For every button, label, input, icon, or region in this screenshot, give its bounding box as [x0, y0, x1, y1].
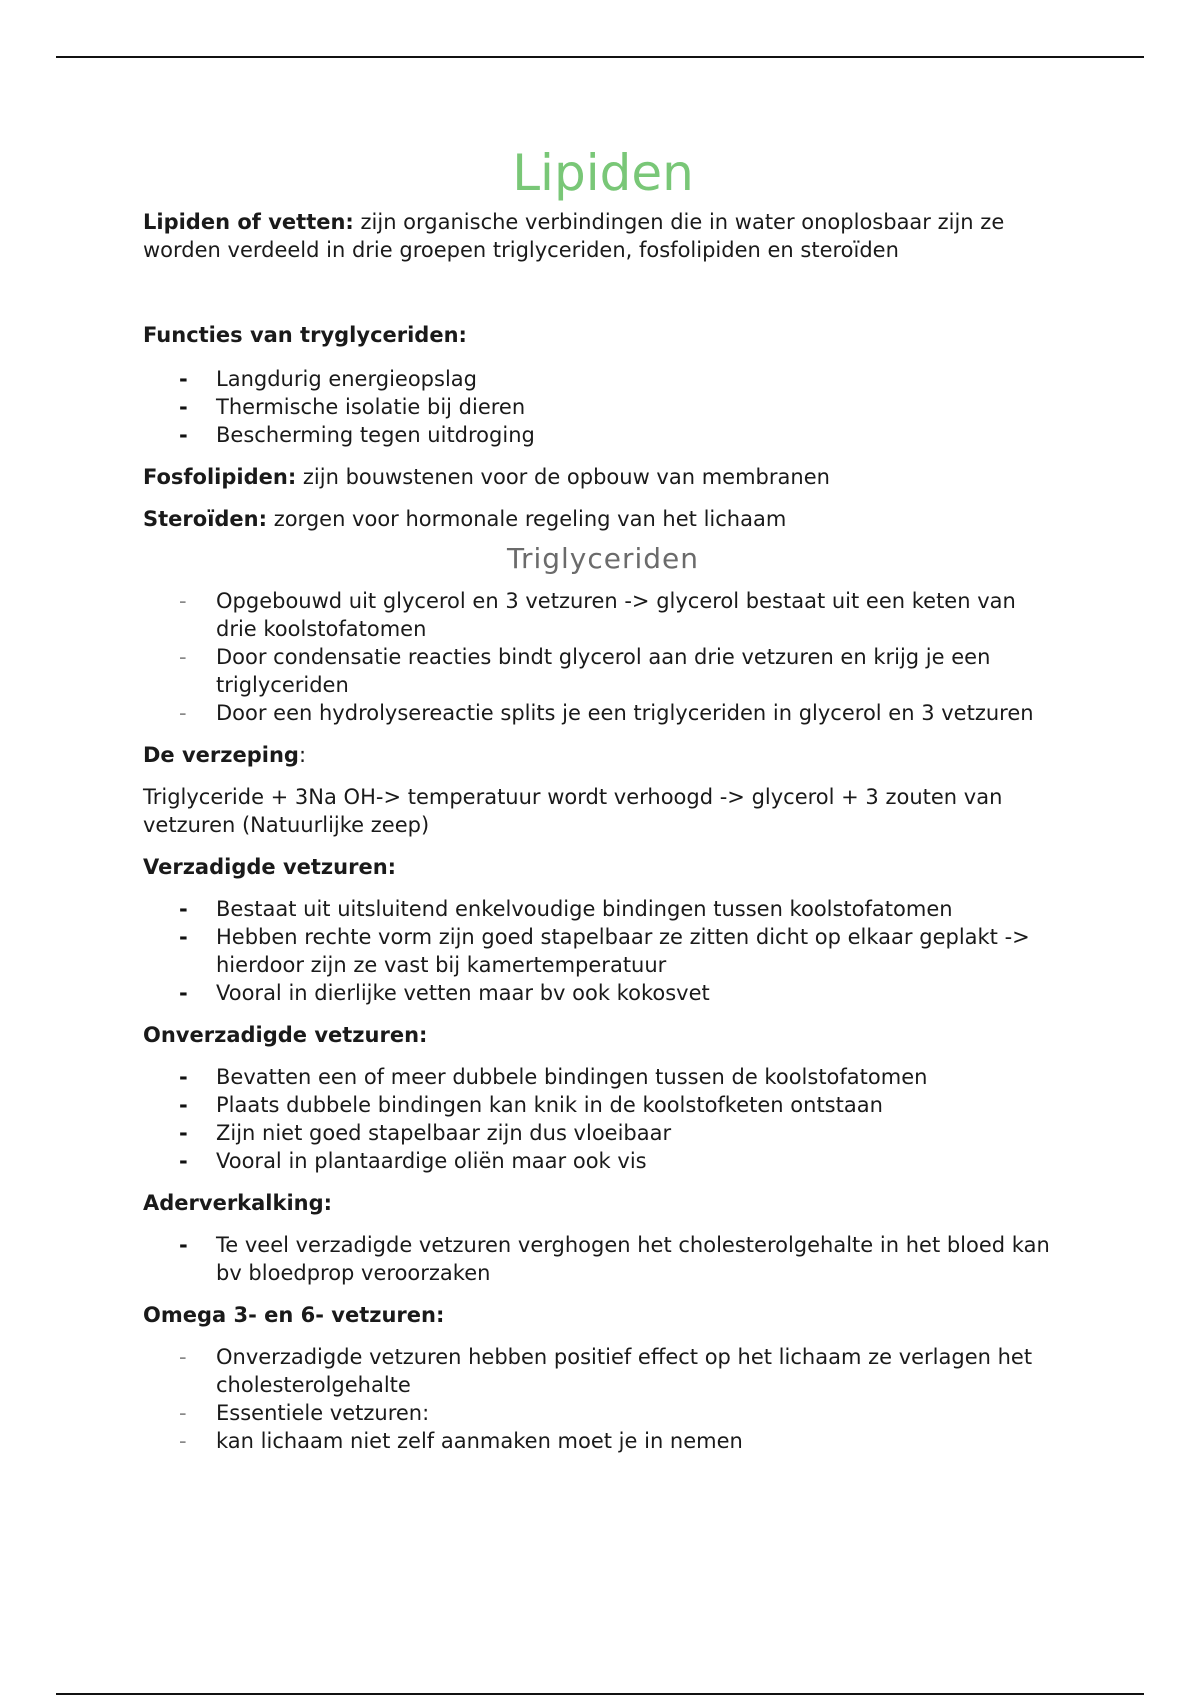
- list-item: - Vooral in dierlijke vetten maar bv ook kokosvet: [179, 981, 710, 1005]
- bullet-dash: -: [179, 1401, 187, 1425]
- section-title-triglyceriden: Triglyceriden: [506, 542, 700, 575]
- list-item: - Bevatten een of meer dubbele bindingen tussen de koolstofatomen: [179, 1065, 928, 1089]
- intro-term: Lipiden of vetten:: [143, 210, 354, 234]
- list-item: - Bestaat uit uitsluitend enkelvoudige bindingen tussen koolstofatomen: [179, 897, 953, 921]
- bullet-dash: -: [179, 423, 188, 447]
- steroiden-paragraph: Steroïden: zorgen voor hormonale regeling van het lichaam: [143, 507, 787, 531]
- omega-heading: Omega 3- en 6- vetzuren:: [143, 1303, 445, 1327]
- functies-list: [143, 365, 1063, 449]
- bullet-dash: -: [179, 1233, 188, 1257]
- list-item: - Te veel verzadigde vetzuren verghogen het cholesterolgehalte in het bloed kan bv bloedprop veroorzaken: [179, 1233, 1050, 1285]
- onverzadigde-list: [143, 1063, 1063, 1175]
- bullet-dash: -: [179, 1093, 188, 1117]
- list-item: - Door een hydrolysereactie splits je een triglyceriden in glycerol en 3 vetzuren: [179, 701, 1034, 725]
- top-rule: [56, 56, 1144, 58]
- bottom-rule: [56, 1693, 1144, 1695]
- intro-paragraph: [143, 208, 1063, 264]
- bullet-dash: -: [179, 589, 187, 613]
- page-title: Lipiden: [512, 144, 694, 202]
- aderverkalking-list: [143, 1231, 1063, 1287]
- bullet-dash: -: [179, 897, 188, 921]
- triglyceriden-list: [143, 587, 1063, 727]
- bullet-dash: -: [179, 1121, 188, 1145]
- intro-text: zijn organische verbindingen die in water onoplosbaar zijn ze worden verdeeld in drie groepen triglyceriden, fosfolipiden en steroïden: [143, 210, 1005, 262]
- bullet-dash: -: [179, 701, 187, 725]
- bullet-dash: -: [179, 367, 188, 391]
- list-item: - Onverzadigde vetzuren hebben positief effect op het lichaam ze verlagen het cholesterolgehalte: [179, 1345, 1033, 1397]
- list-item: - Bescherming tegen uitdroging: [179, 423, 535, 447]
- verzeping-text: Triglyceride + 3Na OH-> temperatuur wordt verhoogd -> glycerol + 3 zouten van vetzuren (Natuurlijke zeep): [143, 785, 1003, 837]
- onverzadigde-heading: Onverzadigde vetzuren:: [143, 1023, 428, 1047]
- list-item: - kan lichaam niet zelf aanmaken moet je in nemen: [179, 1429, 743, 1453]
- bullet-dash: -: [179, 981, 188, 1005]
- list-item: - Thermische isolatie bij dieren: [179, 395, 526, 419]
- list-item: - Hebben rechte vorm zijn goed stapelbaar ze zitten dicht op elkaar geplakt -> hierdoor zijn ze vast bij kamertemperatuur: [179, 925, 1030, 977]
- functies-heading: Functies van tryglyceriden:: [143, 323, 467, 347]
- verzadigde-heading: Verzadigde vetzuren:: [143, 855, 397, 879]
- bullet-dash: -: [179, 645, 187, 669]
- bullet-dash: -: [179, 395, 188, 419]
- fosfolipiden-paragraph: Fosfolipiden: zijn bouwstenen voor de opbouw van membranen: [143, 465, 830, 489]
- omega-list: [143, 1343, 1063, 1455]
- bullet-dash: -: [179, 925, 188, 949]
- list-item: - Plaats dubbele bindingen kan knik in de koolstofketen ontstaan: [179, 1093, 883, 1117]
- list-item: - Langdurig energieopslag: [179, 367, 477, 391]
- bullet-dash: -: [179, 1149, 188, 1173]
- list-item: - Opgebouwd uit glycerol en 3 vetzuren -> glycerol bestaat uit een keten van drie koolstofatomen: [179, 589, 1016, 641]
- bullet-dash: -: [179, 1429, 187, 1453]
- list-item: - Zijn niet goed stapelbaar zijn dus vloeibaar: [179, 1121, 672, 1145]
- list-item: - Essentiele vetzuren:: [179, 1401, 430, 1425]
- bullet-dash: -: [179, 1345, 187, 1369]
- verzeping-heading: De verzeping:: [143, 743, 307, 767]
- aderverkalking-heading: Aderverkalking:: [143, 1191, 333, 1215]
- list-item: - Door condensatie reacties bindt glycerol aan drie vetzuren en krijg je een triglyceriden: [179, 645, 991, 697]
- verzadigde-list: [143, 895, 1063, 1007]
- list-item: - Vooral in plantaardige oliën maar ook vis: [179, 1149, 647, 1173]
- bullet-dash: -: [179, 1065, 188, 1089]
- document-body: [143, 138, 1063, 1455]
